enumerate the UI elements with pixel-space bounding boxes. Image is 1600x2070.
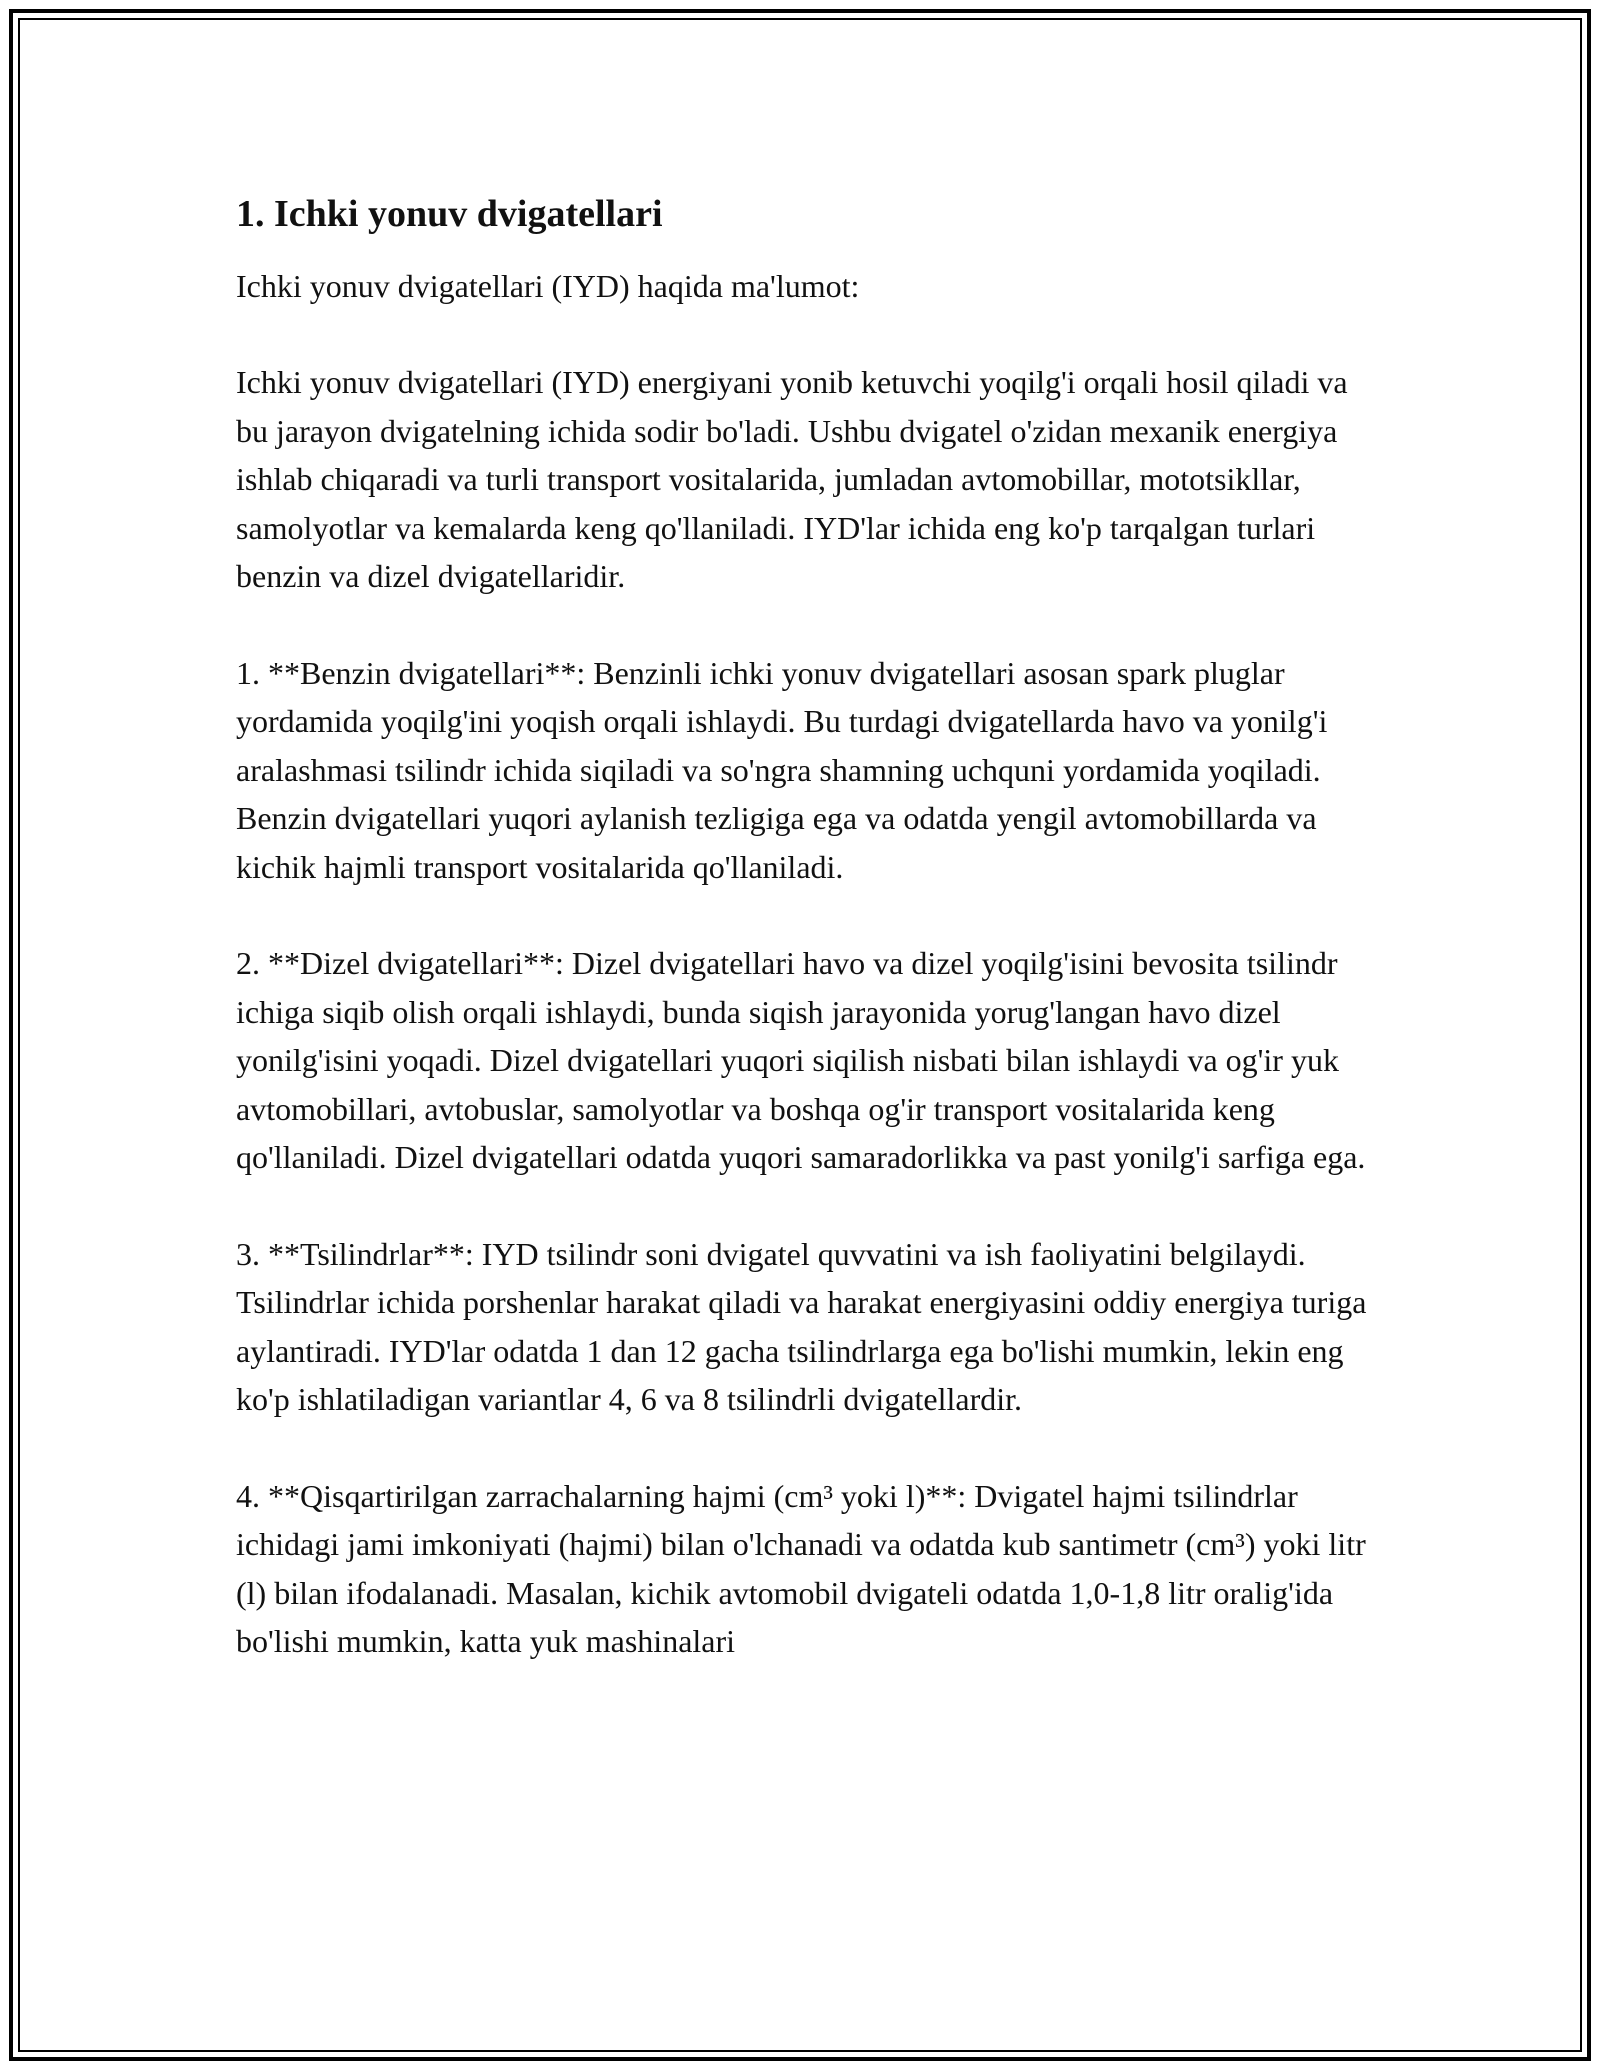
paragraph-diesel-engines: 2. **Dizel dvigatellari**: Dizel dvigatellari havo va dizel yoqilg'isini bevosita tsilindr ichiga siqib olish orqali ishlaydi, bunda siqish jarayonida yorug'langan havo dizel yonilg'isini yoqadi. Dizel dvigatellari yuqori siqilish nisbati bilan ishlaydi va og'ir yuk avtomobillari, avtobuslar, samolyotlar va boshqa og'ir transport vositalarida keng qo'llaniladi. Dizel dvigatellari odatda yuqori samaradorlikka va past yonilg'i sarfiga ega. xyxy=(236,945,1366,1175)
page-title: 1. Ichki yonuv dvigatellari xyxy=(236,193,663,235)
document-body xyxy=(236,186,1386,1714)
paragraph-overview: Ichki yonuv dvigatellari (IYD) energiyani yonib ketuvchi yoqilg'i orqali hosil qiladi va bu jarayon dvigatelning ichida sodir bo'ladi. Ushbu dvigatel o'zidan mexanik energiya ishlab chiqaradi va turli transport vositalarida, jumladan avtomobillar, mototsikllar, samolyotlar va kemalarda keng qo'llaniladi. IYD'lar ichida eng ko'p tarqalgan turlari benzin va dizel dvigatellaridir. xyxy=(236,364,1348,594)
paragraph-cylinders: 3. **Tsilindrlar**: IYD tsilindr soni dvigatel quvvatini va ish faoliyatini belgilaydi. Tsilindrlar ichida porshenlar harakat qiladi va harakat energiyasini oddiy energiya turiga aylantiradi. IYD'lar odatda 1 dan 12 gacha tsilindrlarga ega bo'lishi mumkin, lekin eng ko'p ishlatiladigan variantlar 4, 6 va 8 tsilindrli dvigatellardir. xyxy=(236,1235,1367,1417)
paragraph-petrol-engines: 1. **Benzin dvigatellari**: Benzinli ichki yonuv dvigatellari asosan spark pluglar yordamida yoqilg'ini yoqish orqali ishlaydi. Bu turdagi dvigatellarda havo va yonilg'i aralashmasi tsilindr ichida siqiladi va so'ngra shamning uchquni yordamida yoqiladi. Benzin dvigatellari yuqori aylanish tezligiga ega va odatda yengil avtomobillarda va kichik hajmli transport vositalarida qo'llaniladi. xyxy=(236,654,1328,885)
paragraph-engine-volume: 4. **Qisqartirilgan zarrachalarning hajmi (cm³ yoki l)**: Dvigatel hajmi tsilindrlar ichidagi jami imkoniyati (hajmi) bilan o'lchanadi va odatda kub santimetr (cm³) yoki litr (l) bilan ifodalanadi. Masalan, kichik avtomobil dvigateli odatda 1,0-1,8 litr oralig'ida bo'lishi mumkin, katta yuk mashinalari xyxy=(236,1477,1366,1659)
intro-line: Ichki yonuv dvigatellari (IYD) haqida ma'lumot: xyxy=(236,268,860,304)
